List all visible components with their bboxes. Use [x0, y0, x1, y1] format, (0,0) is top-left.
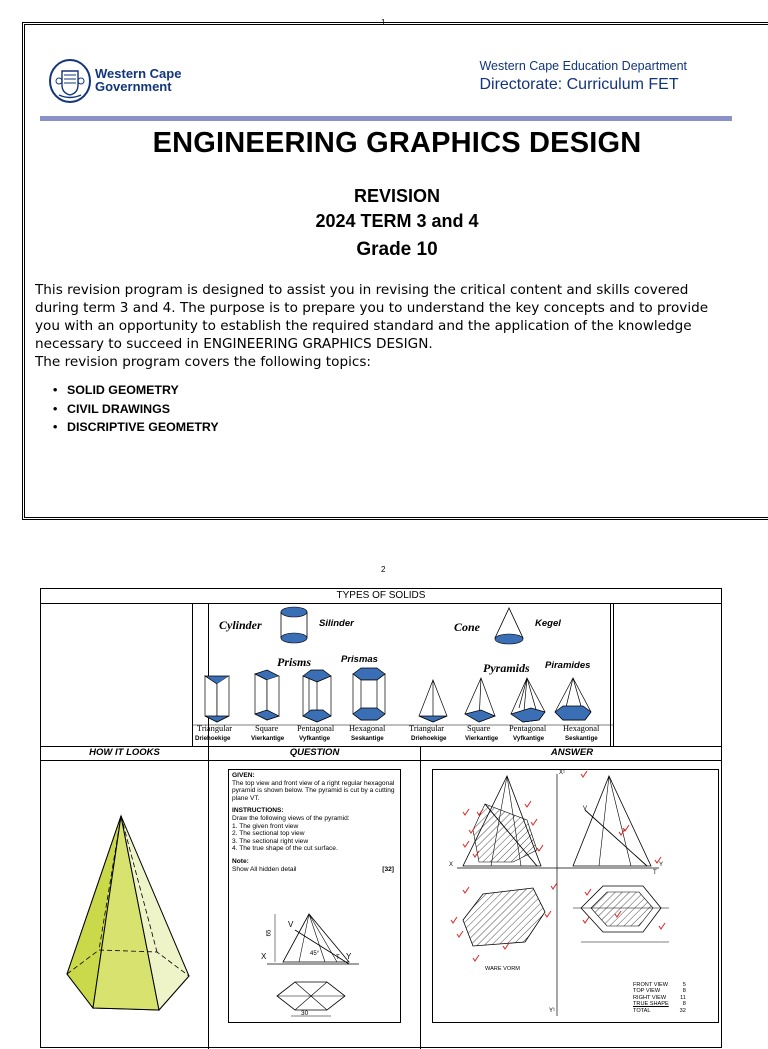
label-t: T: [336, 955, 340, 961]
table-title: TYPES OF SOLIDS: [336, 590, 426, 601]
instruction-item: 1. The given front view: [232, 822, 299, 830]
instruction-item: 4. The true shape of the cut surface.: [232, 845, 338, 853]
instruction-item: 3. The sectional right view: [232, 837, 309, 845]
page-number: 1: [381, 18, 386, 27]
ware-vorm-label: WARE VORM: [485, 966, 520, 972]
marks: [32]: [382, 865, 394, 873]
note-label: Note:: [232, 857, 249, 865]
triangular-prism: [205, 676, 229, 722]
solids-table: [40, 588, 722, 1048]
pyramids-label-af: Piramides: [545, 660, 591, 671]
solid-name-af: Seskantige: [565, 735, 598, 742]
document-title: ENGINEERING GRAPHICS DESIGN: [152, 127, 642, 159]
label-x: X: [261, 952, 267, 961]
cylinder-label: Cylinder: [219, 618, 262, 632]
prisms-label: Prisms: [277, 655, 312, 669]
prisms-label-af: Prismas: [341, 654, 378, 665]
coat-of-arms-icon: [49, 59, 91, 103]
directorate-name: Directorate: Curriculum FET: [479, 76, 679, 93]
revision-label: REVISION: [353, 186, 441, 206]
solid-name: Triangular: [409, 724, 445, 733]
total-label: TOTAL: [633, 1007, 651, 1014]
label-v: V: [288, 920, 294, 929]
question-drawing: [249, 910, 379, 1020]
pentagonal-pyramid: [511, 678, 545, 722]
solid-name: Triangular: [197, 724, 233, 733]
total-value: 32: [679, 1007, 686, 1014]
solid-name: Square: [255, 724, 279, 733]
topic-item: • CIVIL DRAWINGS: [53, 400, 219, 419]
hexagonal-pyramid-illustration: [59, 804, 199, 1034]
label-y: Y: [346, 952, 352, 961]
answer-label-y: Y: [659, 862, 664, 868]
hexagonal-prism: [353, 668, 385, 720]
given-text: The top view and front view of a right regular hexagonal pyramid is shown below. The pyramid is cut by a cutting plane VT.: [232, 779, 395, 802]
paragraph-line: you with an opportunity to establish the required standard and the application of the knowledge: [35, 318, 692, 334]
answer-label-x1: X¹: [559, 770, 565, 776]
cone-label-af: Kegel: [535, 618, 561, 629]
total-label: TRUE SHAPE: [633, 1001, 669, 1008]
instructions-label: INSTRUCTIONS:: [232, 807, 284, 815]
dimension-height: 65: [266, 929, 273, 937]
solid-name-af: Driehoekige: [195, 735, 231, 742]
cover-page: [22, 22, 768, 520]
dimension-angle: 45°: [310, 951, 320, 957]
instruction-item: 2. The sectional top view: [232, 830, 305, 838]
answer-label-t: T: [653, 870, 657, 876]
department-block: [479, 59, 687, 94]
western-cape-logo: [49, 59, 199, 103]
total-label: FRONT VIEW: [633, 982, 669, 988]
cone-shape: [495, 608, 523, 644]
department-name: Western Cape Education Department: [479, 59, 687, 73]
header-divider: [40, 116, 732, 121]
answer-label-x: X: [449, 862, 454, 868]
total-value: 5: [682, 982, 686, 988]
topic-item: • SOLID GEOMETRY: [53, 381, 219, 400]
square-prism: [255, 670, 279, 720]
grade-label: Grade 10: [356, 239, 438, 260]
answer-box: [432, 769, 719, 1023]
instructions-intro: Draw the following views of the pyramid:: [232, 814, 350, 822]
cone-label: Cone: [454, 620, 481, 634]
answer-label-v: V: [583, 806, 588, 812]
solid-name-af: Seskantige: [351, 735, 384, 742]
solid-name-af: Driehoekige: [411, 735, 447, 742]
column-header-question: QUESTION: [289, 747, 340, 758]
cylinder-label-af: Silinder: [319, 618, 354, 629]
solid-name-af: Vierkantige: [251, 735, 285, 742]
hexagonal-pyramid: [555, 678, 591, 720]
topic-list: [53, 381, 219, 437]
note-text: Show All hidden detail: [232, 865, 297, 873]
solid-name-af: Vierkantige: [465, 735, 499, 742]
paragraph-line: The revision program covers the following topics:: [35, 354, 371, 370]
page-number: 2: [381, 565, 386, 574]
total-value: 11: [680, 994, 686, 1001]
topic-item: • DISCRIPTIVE GEOMETRY: [53, 418, 219, 437]
solid-name: Pentagonal: [297, 724, 335, 733]
solid-name: Pentagonal: [509, 724, 547, 733]
total-label: TOP VIEW: [633, 988, 661, 995]
table-row: [633, 1008, 686, 1014]
question-box: [228, 769, 401, 1023]
column-header-how-it-looks: HOW IT LOOKS: [89, 747, 160, 758]
solid-name-af: Vyfkantige: [299, 735, 331, 742]
paragraph-line: during term 3 and 4. The purpose is to prepare you to understand the key concepts and to provide: [35, 300, 709, 316]
triangular-pyramid: [419, 680, 447, 722]
intro-paragraph: [35, 281, 735, 371]
pyramids-label: Pyramids: [483, 661, 530, 675]
logo-text-line2: Government: [95, 79, 172, 94]
solid-name: Square: [467, 724, 491, 733]
paragraph-line: This revision program is designed to assist you in revising the critical content and skills covered: [35, 282, 689, 298]
column-header-answer: ANSWER: [550, 747, 594, 758]
cylinder-shape: [281, 607, 307, 643]
solid-name-af: Vyfkantige: [513, 735, 545, 742]
square-pyramid: [465, 678, 495, 722]
term-label: 2024 TERM 3 and 4: [315, 211, 479, 231]
given-label: GIVEN:: [232, 772, 255, 779]
total-value: 8: [682, 1001, 686, 1008]
total-value: 8: [682, 988, 686, 995]
paragraph-line: necessary to succeed in ENGINEERING GRAPHICS DESIGN.: [35, 336, 433, 352]
logo-text-line1: Western Cape: [95, 66, 182, 81]
types-of-solids-figure: [192, 604, 614, 747]
solid-name: Hexagonal: [349, 724, 386, 733]
dimension-width: 30: [301, 1010, 309, 1017]
marks-total-table: [633, 982, 686, 1014]
answer-label-y1: Y¹: [549, 1008, 555, 1014]
pentagonal-prism: [303, 670, 331, 722]
solid-name: Hexagonal: [563, 724, 600, 733]
total-label: RIGHT VIEW: [633, 994, 667, 1001]
